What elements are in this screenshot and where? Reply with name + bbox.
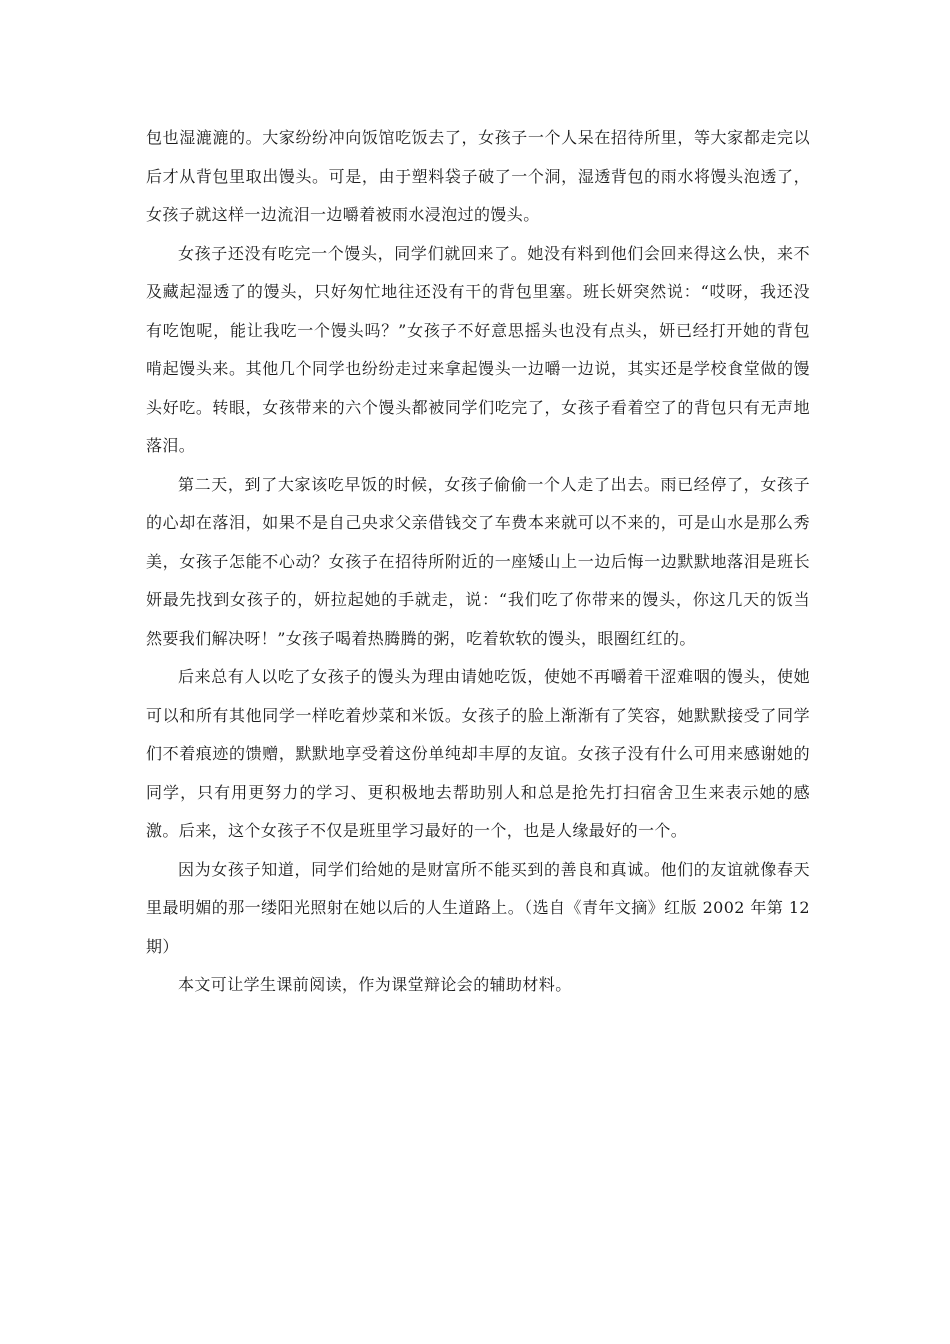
paragraph-2: 女孩子还没有吃完一个馒头，同学们就回来了。她没有料到他们会回来得这么快，来不及藏起湿透了的馒头，只好匆忙地往还没有干的背包里塞。班长妍突然说：“哎呀，我还没有吃饱呢，能让我吃一个馒头吗？”女孩子不好意思摇头也没有点头，妍已经打开她的背包啃起馒头来。其他几个同学也纷纷走过来拿起馒头一边嚼一边说，其实还是学校食堂做的馒头好吃。转眼，女孩带来的六个馒头都被同学们吃完了，女孩子看着空了的背包只有无声地落泪。 (146, 243, 810, 455)
document-body (146, 119, 810, 1005)
paragraph-5: 因为女孩子知道，同学们给她的是财富所不能买到的善良和真诚。他们的友谊就像春天里最明媚的那一缕阳光照射在她以后的人生道路上。（选自《青年文摘》红版 2002 年第 12 期） (146, 859, 810, 956)
paragraph-4: 后来总有人以吃了女孩子的馒头为理由请她吃饭，使她不再嚼着干涩难咽的馒头，使她可以和所有其他同学一样吃着炒菜和米饭。女孩子的脸上渐渐有了笑容，她默默接受了同学们不着痕迹的馈赠，默默地享受着这份单纯却丰厚的友谊。女孩子没有什么可用来感谢她的同学，只有用更努力的学习、更积极地去帮助别人和总是抢先打扫宿舍卫生来表示她的感激。后来，这个女孩子不仅是班里学习最好的一个，也是人缘最好的一个。 (146, 667, 810, 840)
paragraph-1: 包也湿漉漉的。大家纷纷冲向饭馆吃饭去了，女孩子一个人呆在招待所里，等大家都走完以后才从背包里取出馒头。可是，由于塑料袋子破了一个洞，湿透背包的雨水将馒头泡透了，女孩子就这样一边流泪一边嚼着被雨水浸泡过的馒头。 (146, 128, 810, 224)
paragraph-3: 第二天，到了大家该吃早饭的时候，女孩子偷偷一个人走了出去。雨已经停了，女孩子的心却在落泪，如果不是自己央求父亲借钱交了车费本来就可以不来的，可是山水是那么秀美，女孩子怎能不心动？女孩子在招待所附近的一座矮山上一边后悔一边默默地落泪是班长妍最先找到女孩子的，妍拉起她的手就走，说：“我们吃了你带来的馒头，你这几天的饭当然要我们解决呀！”女孩子喝着热腾腾的粥，吃着软软的馒头，眼圈红红的。 (146, 474, 810, 648)
paragraph-6: 本文可让学生课前阅读，作为课堂辩论会的辅助材料。 (178, 975, 572, 994)
